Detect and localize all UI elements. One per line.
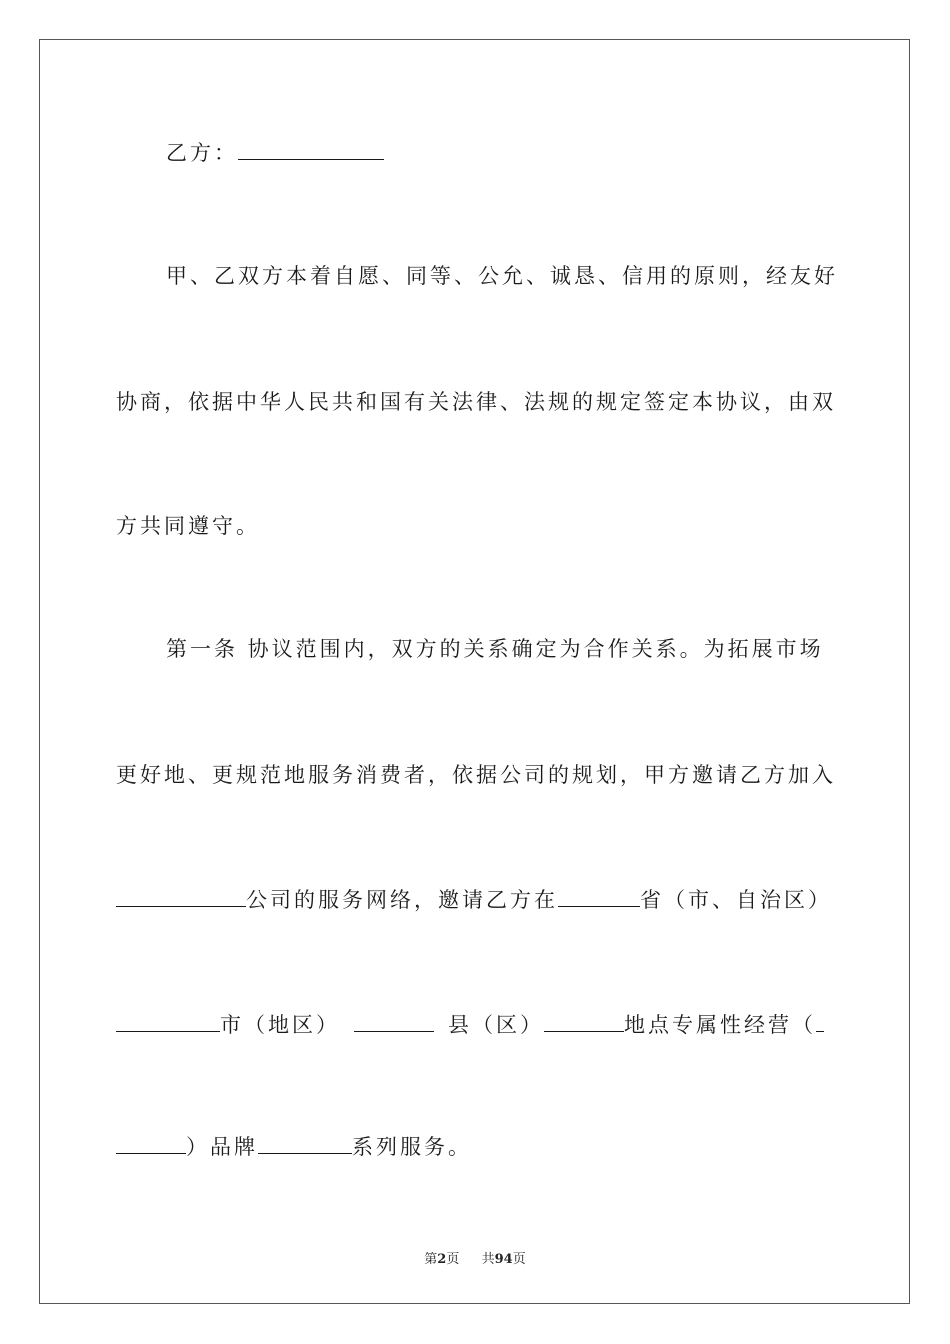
para1-line2: 协商，依据中华人民共和国有关法律、法规的规定签定本协议，由双	[116, 390, 836, 414]
series-blank	[258, 1131, 352, 1154]
county-blank	[354, 1009, 434, 1032]
page-footer	[0, 1248, 950, 1267]
para2-line3	[116, 884, 836, 915]
footer-page-prefix: 第	[424, 1252, 438, 1267]
brand-blank-start	[816, 1009, 824, 1032]
page-frame	[39, 39, 910, 1304]
para2-line5-text-a: ）品牌	[186, 1135, 258, 1159]
para2-line5	[116, 1131, 836, 1162]
para2-line4-text-c: 地点专属性经营（	[624, 1013, 816, 1037]
para1-line1: 甲、乙双方本着自愿、同等、公允、诚恳、信用的原则，经友好	[166, 264, 838, 288]
footer-total-suffix: 页	[512, 1252, 526, 1267]
party-b-label: 乙方：	[166, 141, 238, 165]
brand-blank-end	[116, 1131, 186, 1154]
para2-line3-text-a: 公司的服务网络，邀请乙方在	[246, 888, 558, 912]
para1-line3: 方共同遵守。	[116, 514, 260, 538]
para2-line2: 更好地、更规范地服务消费者，依据公司的规划，甲方邀请乙方加入	[116, 763, 836, 787]
location-blank	[544, 1009, 624, 1032]
para2-line4	[116, 1009, 836, 1040]
party-b-blank	[238, 137, 384, 160]
province-blank	[558, 884, 640, 907]
city-blank	[116, 1009, 220, 1032]
para2-line4-text-a: 市（地区）	[220, 1013, 340, 1037]
footer-page-number: 2	[437, 1252, 447, 1267]
party-b-line	[166, 137, 886, 168]
para2-line4-text-b: 县（区）	[448, 1013, 544, 1037]
para2-line3-text-b: 省（市、自治区）	[640, 888, 832, 912]
footer-total-number: 94	[494, 1252, 513, 1267]
footer-page-suffix: 页	[446, 1252, 460, 1267]
company-blank	[116, 884, 246, 907]
para2-line5-text-b: 系列服务。	[352, 1135, 472, 1159]
footer-total-prefix: 共	[481, 1252, 495, 1267]
para2-line1: 第一条 协议范围内，双方的关系确定为合作关系。为拓展市场	[166, 637, 824, 661]
